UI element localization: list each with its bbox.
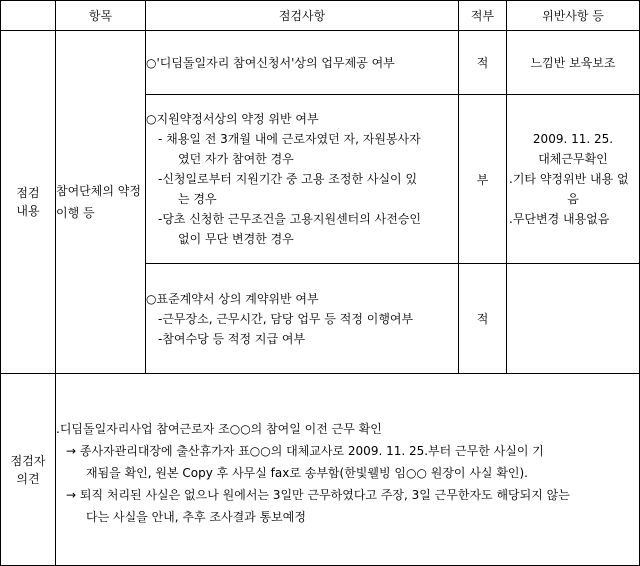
section-label-line: 내용 bbox=[16, 204, 40, 218]
section-label-inspection bbox=[1, 31, 56, 374]
header-fit: 적부 bbox=[459, 1, 507, 31]
section-label-opinion bbox=[1, 374, 56, 566]
opinion-line: .디딤돌일자리사업 참여근로자 조○○의 참여일 이전 근무 확인 bbox=[56, 421, 382, 436]
header-item: 항목 bbox=[56, 1, 146, 31]
violation-line: 느낌반 보육보조 bbox=[530, 55, 616, 70]
opinion-cell bbox=[56, 374, 640, 566]
fit-cell: 부 bbox=[459, 95, 507, 264]
check-line: -참여수당 등 적정 지급 여부 bbox=[158, 331, 306, 346]
fit-cell: 적 bbox=[459, 264, 507, 374]
header-violation: 위반사항 등 bbox=[507, 1, 640, 31]
violation-cell bbox=[507, 31, 640, 95]
check-line: -당초 신청한 근무조건을 고용지원센터의 사전승인 bbox=[158, 212, 422, 226]
header-blank bbox=[1, 1, 56, 31]
violation-line: .무단변경 내용없음 bbox=[509, 212, 610, 226]
check-cell bbox=[146, 95, 459, 264]
section-label-line: 점검자 bbox=[10, 453, 46, 468]
header-row bbox=[1, 1, 640, 31]
opinion-line: → 종사자관리대장에 출산휴가자 표○○의 대체교사로 2009. 11. 25.부터 근무한 사실이 기 bbox=[66, 443, 544, 458]
check-line: -근무장소, 근무시간, 담당 업무 등 적정 이행여부 bbox=[158, 311, 414, 326]
violation-line: 음 bbox=[567, 192, 579, 206]
opinion-row bbox=[1, 374, 640, 566]
violation-line: .기타 약정위반 내용 없 bbox=[509, 172, 629, 186]
opinion-line: → 퇴직 처리된 사실은 없으나 원에서는 3일만 근무하였다고 주장, 3일 근무한자도 해당되지 않는 bbox=[66, 487, 570, 502]
fit-cell: 적 bbox=[459, 31, 507, 95]
violation-cell bbox=[507, 264, 640, 374]
check-line: 는 경우 bbox=[178, 192, 217, 206]
subject-cell: 참여단체의 약정이행 등 bbox=[56, 31, 146, 374]
check-line: - 채용일 전 3개월 내에 근로자였던 자, 자원봉사자 bbox=[158, 132, 421, 146]
section-label-line: 점검 bbox=[16, 186, 40, 200]
check-cell bbox=[146, 31, 459, 95]
check-line: ○'디딤돌일자리 참여신청서'상의 업무제공 여부 bbox=[146, 55, 395, 70]
violation-cell bbox=[507, 95, 640, 264]
check-row-1 bbox=[1, 31, 640, 95]
check-cell bbox=[146, 264, 459, 374]
opinion-line: 재됨을 확인, 원본 Copy 후 사무실 fax로 송부함(한빛웰빙 임○○ 원장이 사실 확인). bbox=[86, 465, 528, 480]
violation-line: 2009. 11. 25. bbox=[532, 132, 614, 146]
check-line: ○표준계약서 상의 계약위반 여부 bbox=[146, 291, 319, 306]
check-line: 였던 자가 참여한 경우 bbox=[178, 152, 294, 166]
violation-line: 대체근무확인 bbox=[538, 152, 608, 166]
check-line: -신청일로부터 지원기간 중 고용 조정한 사실이 있 bbox=[158, 172, 418, 186]
check-line: ○지원약정서상의 약정 위반 여부 bbox=[146, 112, 319, 126]
header-check: 점검사항 bbox=[146, 1, 459, 31]
section-label-line: 의견 bbox=[16, 471, 40, 486]
opinion-line: 다는 사실을 안내, 추후 조사결과 통보예정 bbox=[86, 509, 306, 524]
check-line: 없이 무단 변경한 경우 bbox=[178, 232, 294, 246]
